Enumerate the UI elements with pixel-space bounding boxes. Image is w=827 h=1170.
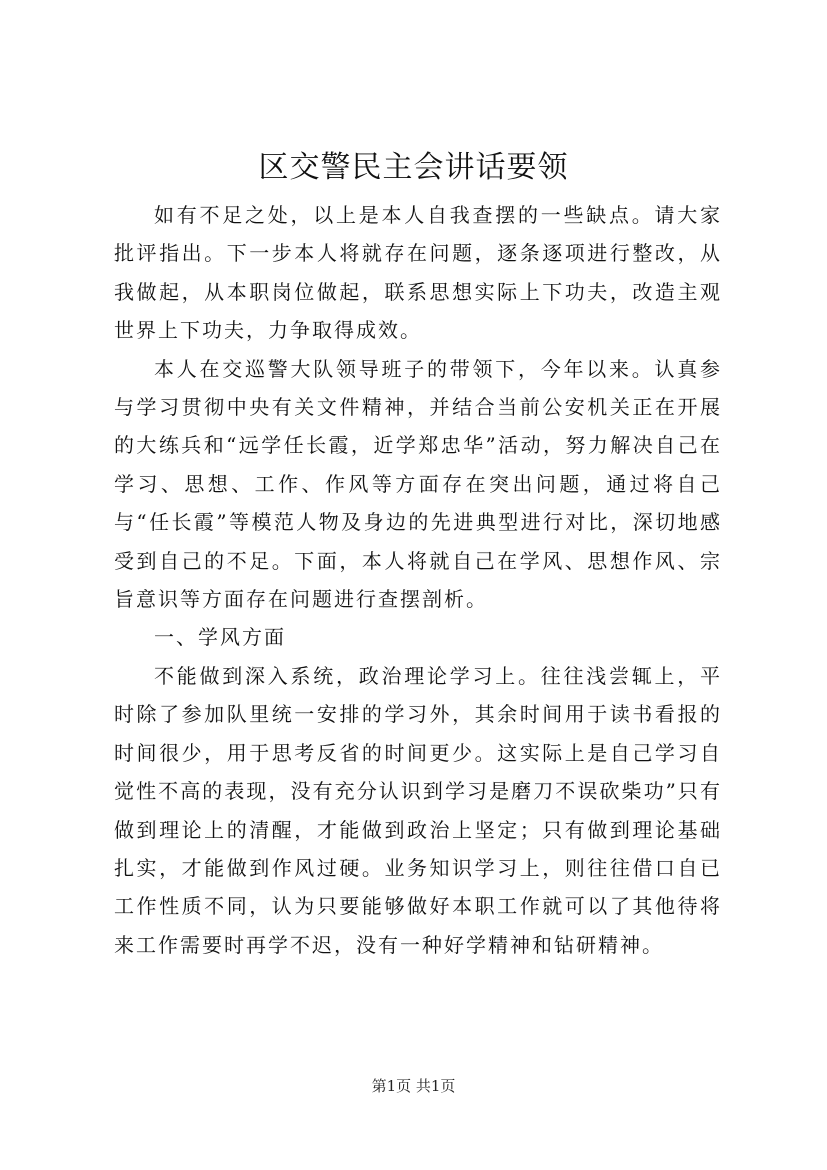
paragraph-background: 本人在交巡警大队领导班子的带领下，今年以来。认真参与学习贯彻中央有关文件精神，并结合当前公安机关正在开展的大练兵和“远学任长霞，近学郑忠华”活动，努力解决自己在学习、思想、工作、作风等方面存在突出问题，通过将自己与“任长霞”等模范人物及身边的先进典型进行对比，深切地感受到自己的不足。下面，本人将就自己在学风、思想作风、宗旨意识等方面存在问题进行查摆剖析。 [114,356,722,612]
page-footer: 第1页 共1页 [371,1077,456,1095]
paragraph-study-style: 不能做到深入系统，政治理论学习上。往往浅尝辄上，平时除了参加队里统一安排的学习外，其余时间用于读书看报的时间很少，用于思考反省的时间更少。这实际上是自己学习自觉性不高的表现，没有充分认识到学习是磨刀不误砍柴功”只有做到理论上的清醒，才能做到政治上坚定；只有做到理论基础扎实，才能做到作风过硬。业务知识学习上，则往往借口自已工作性质不同，认为只要能够做好本职工作就可以了其他待将来工作需要时再学不迟，没有一种好学精神和钻研精神。 [114,663,722,957]
document-title: 区交警民主会讲话要领 [258,150,569,185]
document-body [114,196,722,964]
section-heading-study-style: 一、学风方面 [154,625,286,650]
paragraph-intro: 如有不足之处，以上是本人自我查摆的一些缺点。请大家批评指出。下一步本人将就存在问题，逐条逐项进行整改，从我做起，从本职岗位做起，联系思想实际上下功夫，改造主观世界上下功夫，力争取得成效。 [114,203,722,343]
